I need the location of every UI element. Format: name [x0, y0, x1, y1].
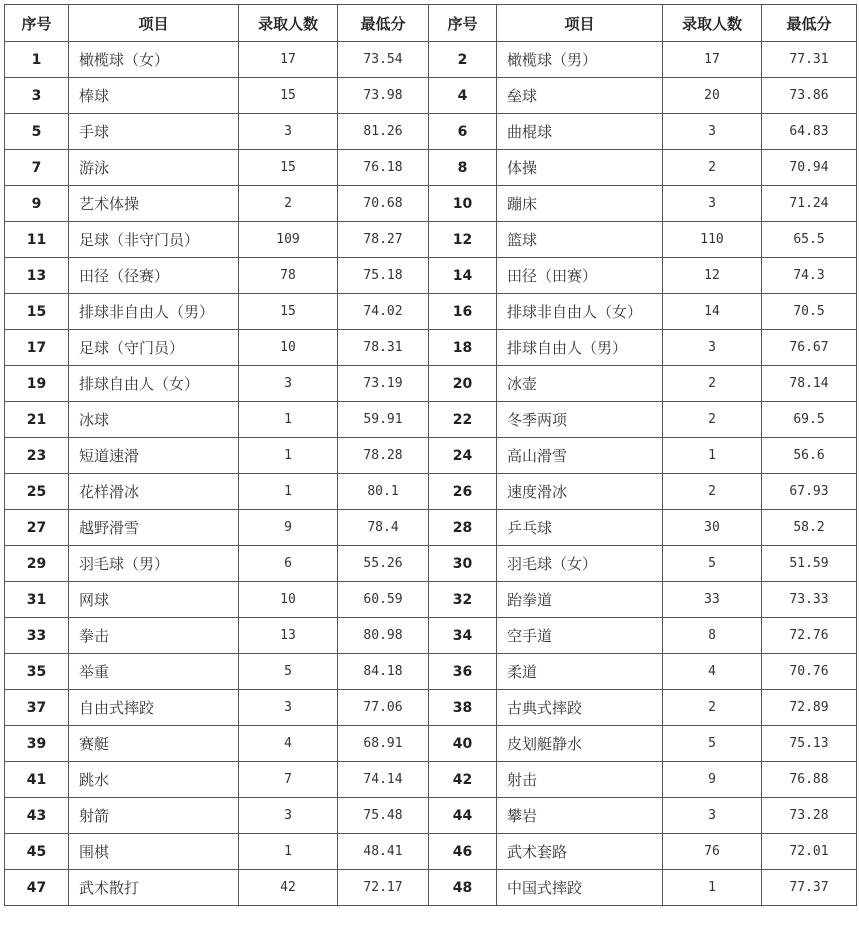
admitted-count: 17 — [239, 42, 338, 78]
row-index: 27 — [5, 510, 69, 546]
item-name: 围棋 — [69, 834, 239, 870]
row-index: 20 — [429, 366, 497, 402]
item-name: 艺术体操 — [69, 186, 239, 222]
item-name: 游泳 — [69, 150, 239, 186]
item-name: 越野滑雪 — [69, 510, 239, 546]
admitted-count: 1 — [663, 438, 762, 474]
min-score: 51.59 — [762, 546, 857, 582]
row-index: 7 — [5, 150, 69, 186]
header-index: 序号 — [5, 5, 69, 42]
row-index: 2 — [429, 42, 497, 78]
row-index: 37 — [5, 690, 69, 726]
item-name: 体操 — [497, 150, 663, 186]
min-score: 73.19 — [338, 366, 429, 402]
item-name: 排球非自由人（男） — [69, 294, 239, 330]
item-name: 蹦床 — [497, 186, 663, 222]
row-index: 34 — [429, 618, 497, 654]
row-index: 22 — [429, 402, 497, 438]
admission-table — [4, 4, 857, 906]
min-score: 77.06 — [338, 690, 429, 726]
row-index: 1 — [5, 42, 69, 78]
min-score: 70.94 — [762, 150, 857, 186]
admitted-count: 15 — [239, 294, 338, 330]
row-index: 25 — [5, 474, 69, 510]
table-row — [5, 150, 857, 186]
min-score: 70.5 — [762, 294, 857, 330]
min-score: 58.2 — [762, 510, 857, 546]
admitted-count: 1 — [663, 870, 762, 906]
admitted-count: 3 — [239, 798, 338, 834]
min-score: 69.5 — [762, 402, 857, 438]
item-name: 橄榄球（女） — [69, 42, 239, 78]
item-name: 曲棍球 — [497, 114, 663, 150]
min-score: 65.5 — [762, 222, 857, 258]
row-index: 46 — [429, 834, 497, 870]
min-score: 48.41 — [338, 834, 429, 870]
admitted-count: 76 — [663, 834, 762, 870]
min-score: 75.13 — [762, 726, 857, 762]
min-score: 76.88 — [762, 762, 857, 798]
admitted-count: 20 — [663, 78, 762, 114]
row-index: 36 — [429, 654, 497, 690]
row-index: 31 — [5, 582, 69, 618]
row-index: 47 — [5, 870, 69, 906]
row-index: 24 — [429, 438, 497, 474]
table-row — [5, 402, 857, 438]
item-name: 速度滑冰 — [497, 474, 663, 510]
header-index: 序号 — [429, 5, 497, 42]
min-score: 72.89 — [762, 690, 857, 726]
min-score: 68.91 — [338, 726, 429, 762]
row-index: 39 — [5, 726, 69, 762]
min-score: 80.98 — [338, 618, 429, 654]
item-name: 中国式摔跤 — [497, 870, 663, 906]
table-row — [5, 474, 857, 510]
admitted-count: 2 — [663, 474, 762, 510]
item-name: 古典式摔跤 — [497, 690, 663, 726]
row-index: 42 — [429, 762, 497, 798]
min-score: 76.67 — [762, 330, 857, 366]
admitted-count: 3 — [239, 366, 338, 402]
min-score: 80.1 — [338, 474, 429, 510]
item-name: 射箭 — [69, 798, 239, 834]
row-index: 19 — [5, 366, 69, 402]
item-name: 武术散打 — [69, 870, 239, 906]
row-index: 4 — [429, 78, 497, 114]
header-min-score: 最低分 — [338, 5, 429, 42]
admitted-count: 1 — [239, 438, 338, 474]
item-name: 冰球 — [69, 402, 239, 438]
item-name: 自由式摔跤 — [69, 690, 239, 726]
table-row — [5, 690, 857, 726]
admitted-count: 5 — [663, 726, 762, 762]
row-index: 45 — [5, 834, 69, 870]
row-index: 21 — [5, 402, 69, 438]
min-score: 74.02 — [338, 294, 429, 330]
admitted-count: 2 — [663, 402, 762, 438]
item-name: 田径（田赛） — [497, 258, 663, 294]
table-row — [5, 834, 857, 870]
row-index: 30 — [429, 546, 497, 582]
header-item: 项目 — [497, 5, 663, 42]
admitted-count: 42 — [239, 870, 338, 906]
min-score: 77.37 — [762, 870, 857, 906]
admitted-count: 30 — [663, 510, 762, 546]
row-index: 17 — [5, 330, 69, 366]
row-index: 6 — [429, 114, 497, 150]
min-score: 75.48 — [338, 798, 429, 834]
admitted-count: 3 — [663, 330, 762, 366]
item-name: 橄榄球（男） — [497, 42, 663, 78]
admitted-count: 15 — [239, 150, 338, 186]
min-score: 70.76 — [762, 654, 857, 690]
min-score: 73.33 — [762, 582, 857, 618]
header-row — [5, 5, 857, 42]
row-index: 41 — [5, 762, 69, 798]
table-row — [5, 78, 857, 114]
min-score: 73.86 — [762, 78, 857, 114]
admitted-count: 1 — [239, 402, 338, 438]
table-row — [5, 366, 857, 402]
table-row — [5, 582, 857, 618]
min-score: 59.91 — [338, 402, 429, 438]
admitted-count: 7 — [239, 762, 338, 798]
admitted-count: 12 — [663, 258, 762, 294]
min-score: 81.26 — [338, 114, 429, 150]
admitted-count: 3 — [239, 114, 338, 150]
min-score: 55.26 — [338, 546, 429, 582]
row-index: 35 — [5, 654, 69, 690]
row-index: 12 — [429, 222, 497, 258]
admitted-count: 3 — [663, 798, 762, 834]
row-index: 48 — [429, 870, 497, 906]
min-score: 77.31 — [762, 42, 857, 78]
min-score: 67.93 — [762, 474, 857, 510]
table-row — [5, 762, 857, 798]
admitted-count: 2 — [663, 366, 762, 402]
min-score: 74.3 — [762, 258, 857, 294]
table-row — [5, 330, 857, 366]
min-score: 72.17 — [338, 870, 429, 906]
item-name: 高山滑雪 — [497, 438, 663, 474]
row-index: 9 — [5, 186, 69, 222]
row-index: 14 — [429, 258, 497, 294]
min-score: 64.83 — [762, 114, 857, 150]
admitted-count: 10 — [239, 582, 338, 618]
min-score: 60.59 — [338, 582, 429, 618]
min-score: 73.98 — [338, 78, 429, 114]
row-index: 10 — [429, 186, 497, 222]
min-score: 74.14 — [338, 762, 429, 798]
row-index: 44 — [429, 798, 497, 834]
item-name: 攀岩 — [497, 798, 663, 834]
table-row — [5, 510, 857, 546]
row-index: 40 — [429, 726, 497, 762]
min-score: 78.14 — [762, 366, 857, 402]
item-name: 排球非自由人（女） — [497, 294, 663, 330]
header-min-score: 最低分 — [762, 5, 857, 42]
table-row — [5, 222, 857, 258]
admitted-count: 6 — [239, 546, 338, 582]
header-admitted: 录取人数 — [239, 5, 338, 42]
row-index: 26 — [429, 474, 497, 510]
min-score: 78.4 — [338, 510, 429, 546]
admitted-count: 3 — [663, 114, 762, 150]
item-name: 空手道 — [497, 618, 663, 654]
min-score: 78.28 — [338, 438, 429, 474]
item-name: 短道速滑 — [69, 438, 239, 474]
header-admitted: 录取人数 — [663, 5, 762, 42]
row-index: 23 — [5, 438, 69, 474]
item-name: 跳水 — [69, 762, 239, 798]
admitted-count: 14 — [663, 294, 762, 330]
item-name: 排球自由人（女） — [69, 366, 239, 402]
item-name: 乒乓球 — [497, 510, 663, 546]
item-name: 足球（非守门员） — [69, 222, 239, 258]
min-score: 73.54 — [338, 42, 429, 78]
min-score: 84.18 — [338, 654, 429, 690]
min-score: 56.6 — [762, 438, 857, 474]
admitted-count: 5 — [239, 654, 338, 690]
item-name: 垒球 — [497, 78, 663, 114]
table-row — [5, 726, 857, 762]
header-item: 项目 — [69, 5, 239, 42]
item-name: 皮划艇静水 — [497, 726, 663, 762]
row-index: 11 — [5, 222, 69, 258]
row-index: 28 — [429, 510, 497, 546]
row-index: 38 — [429, 690, 497, 726]
row-index: 13 — [5, 258, 69, 294]
row-index: 15 — [5, 294, 69, 330]
admitted-count: 9 — [663, 762, 762, 798]
table-row — [5, 870, 857, 906]
item-name: 羽毛球（女） — [497, 546, 663, 582]
min-score: 71.24 — [762, 186, 857, 222]
table-row — [5, 258, 857, 294]
item-name: 篮球 — [497, 222, 663, 258]
admitted-count: 15 — [239, 78, 338, 114]
item-name: 武术套路 — [497, 834, 663, 870]
item-name: 跆拳道 — [497, 582, 663, 618]
item-name: 拳击 — [69, 618, 239, 654]
item-name: 柔道 — [497, 654, 663, 690]
admitted-count: 33 — [663, 582, 762, 618]
admitted-count: 1 — [239, 474, 338, 510]
item-name: 羽毛球（男） — [69, 546, 239, 582]
row-index: 32 — [429, 582, 497, 618]
row-index: 3 — [5, 78, 69, 114]
admitted-count: 78 — [239, 258, 338, 294]
min-score: 72.01 — [762, 834, 857, 870]
item-name: 赛艇 — [69, 726, 239, 762]
row-index: 43 — [5, 798, 69, 834]
admitted-count: 2 — [663, 150, 762, 186]
table-row — [5, 438, 857, 474]
admitted-count: 13 — [239, 618, 338, 654]
table-row — [5, 654, 857, 690]
item-name: 花样滑冰 — [69, 474, 239, 510]
table-row — [5, 186, 857, 222]
item-name: 田径（径赛） — [69, 258, 239, 294]
row-index: 18 — [429, 330, 497, 366]
admitted-count: 10 — [239, 330, 338, 366]
min-score: 78.27 — [338, 222, 429, 258]
min-score: 73.28 — [762, 798, 857, 834]
item-name: 网球 — [69, 582, 239, 618]
item-name: 棒球 — [69, 78, 239, 114]
admitted-count: 2 — [663, 690, 762, 726]
min-score: 75.18 — [338, 258, 429, 294]
admitted-count: 5 — [663, 546, 762, 582]
row-index: 29 — [5, 546, 69, 582]
table-row — [5, 294, 857, 330]
table-row — [5, 114, 857, 150]
admitted-count: 8 — [663, 618, 762, 654]
item-name: 冰壶 — [497, 366, 663, 402]
min-score: 78.31 — [338, 330, 429, 366]
table-row — [5, 798, 857, 834]
min-score: 76.18 — [338, 150, 429, 186]
admitted-count: 4 — [239, 726, 338, 762]
admitted-count: 3 — [663, 186, 762, 222]
admitted-count: 17 — [663, 42, 762, 78]
admitted-count: 109 — [239, 222, 338, 258]
admitted-count: 110 — [663, 222, 762, 258]
admitted-count: 2 — [239, 186, 338, 222]
min-score: 72.76 — [762, 618, 857, 654]
item-name: 足球（守门员） — [69, 330, 239, 366]
row-index: 5 — [5, 114, 69, 150]
item-name: 冬季两项 — [497, 402, 663, 438]
table-body — [5, 42, 857, 906]
item-name: 举重 — [69, 654, 239, 690]
admitted-count: 1 — [239, 834, 338, 870]
table-row — [5, 546, 857, 582]
item-name: 射击 — [497, 762, 663, 798]
row-index: 8 — [429, 150, 497, 186]
admitted-count: 9 — [239, 510, 338, 546]
item-name: 手球 — [69, 114, 239, 150]
admitted-count: 3 — [239, 690, 338, 726]
table-row — [5, 618, 857, 654]
admitted-count: 4 — [663, 654, 762, 690]
item-name: 排球自由人（男） — [497, 330, 663, 366]
row-index: 16 — [429, 294, 497, 330]
min-score: 70.68 — [338, 186, 429, 222]
table-row — [5, 42, 857, 78]
row-index: 33 — [5, 618, 69, 654]
